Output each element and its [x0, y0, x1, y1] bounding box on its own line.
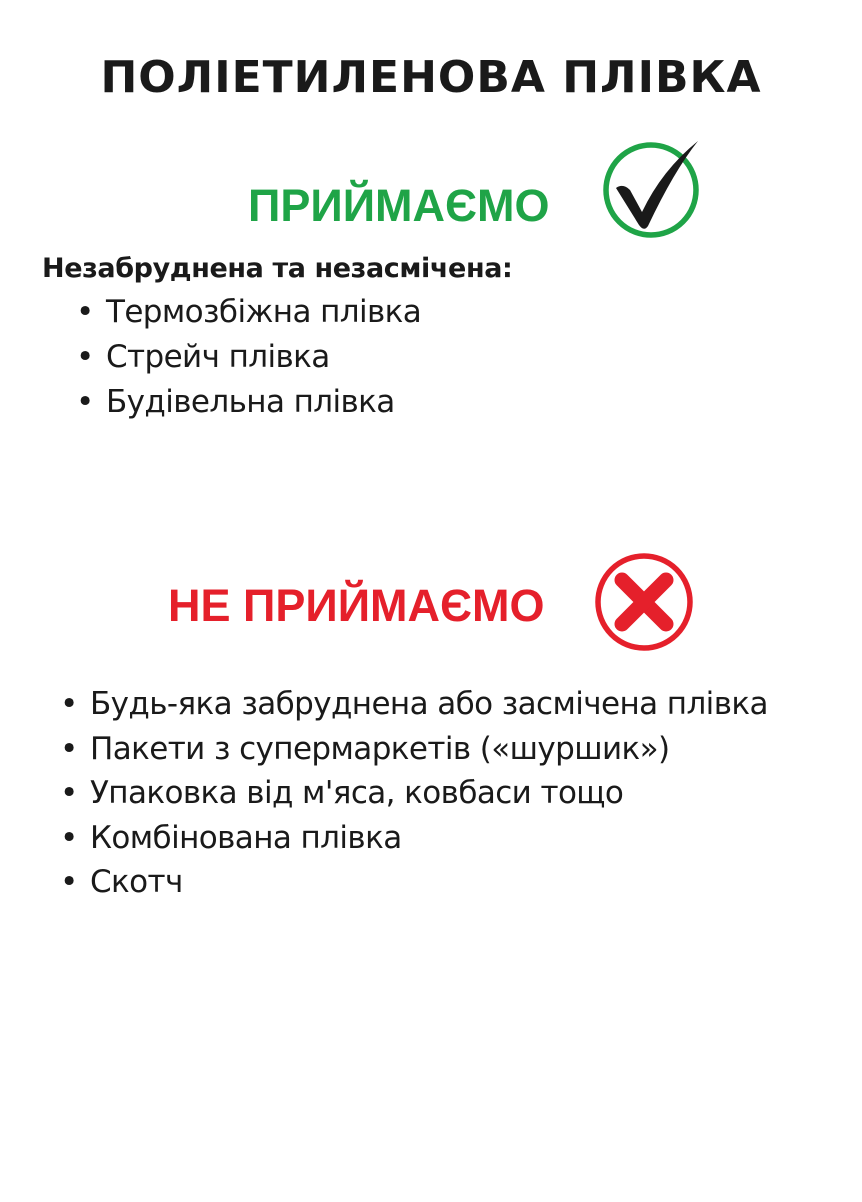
list-item-label: Стрейч плівка	[106, 339, 330, 375]
reject-heading: НЕ ПРИЙМАЄМО	[168, 580, 545, 631]
list-item	[60, 682, 768, 727]
list-item	[60, 771, 768, 816]
cross-mark	[622, 580, 666, 624]
bullet: •	[60, 819, 78, 856]
page-title: ПОЛІЕТИЛЕНОВА ПЛІВКА	[100, 52, 762, 103]
accept-list	[76, 290, 421, 425]
list-item	[60, 860, 768, 905]
list-item-label: Будь-яка забруднена або засмічена плівка	[90, 686, 768, 722]
reject-list	[60, 682, 768, 905]
list-item	[76, 380, 421, 425]
bullet: •	[60, 730, 78, 767]
bullet: •	[60, 775, 78, 811]
bullet: •	[76, 384, 94, 420]
list-item-label: Пакети з супермаркетів («шуршик»)	[90, 730, 670, 767]
bullet: •	[60, 686, 78, 722]
check-circle-icon	[600, 138, 706, 238]
list-item-label: Будівельна плівка	[106, 384, 395, 420]
list-item-label: Комбінована плівка	[90, 819, 402, 856]
bullet: •	[60, 864, 78, 900]
list-item	[60, 816, 768, 861]
list-item-label: Скотч	[90, 864, 183, 900]
list-item-label: Термозбіжна плівка	[106, 294, 422, 330]
list-item	[60, 727, 768, 772]
accept-subheading: Незабруднена та незасмічена:	[42, 253, 513, 284]
accept-heading: ПРИЙМАЄМО	[248, 180, 550, 231]
list-item	[76, 290, 421, 335]
cross-circle-icon	[592, 550, 696, 654]
bullet: •	[76, 294, 94, 330]
bullet: •	[76, 339, 94, 375]
list-item-label: Упаковка від м'яса, ковбаси тощо	[90, 775, 624, 811]
list-item	[76, 335, 421, 380]
